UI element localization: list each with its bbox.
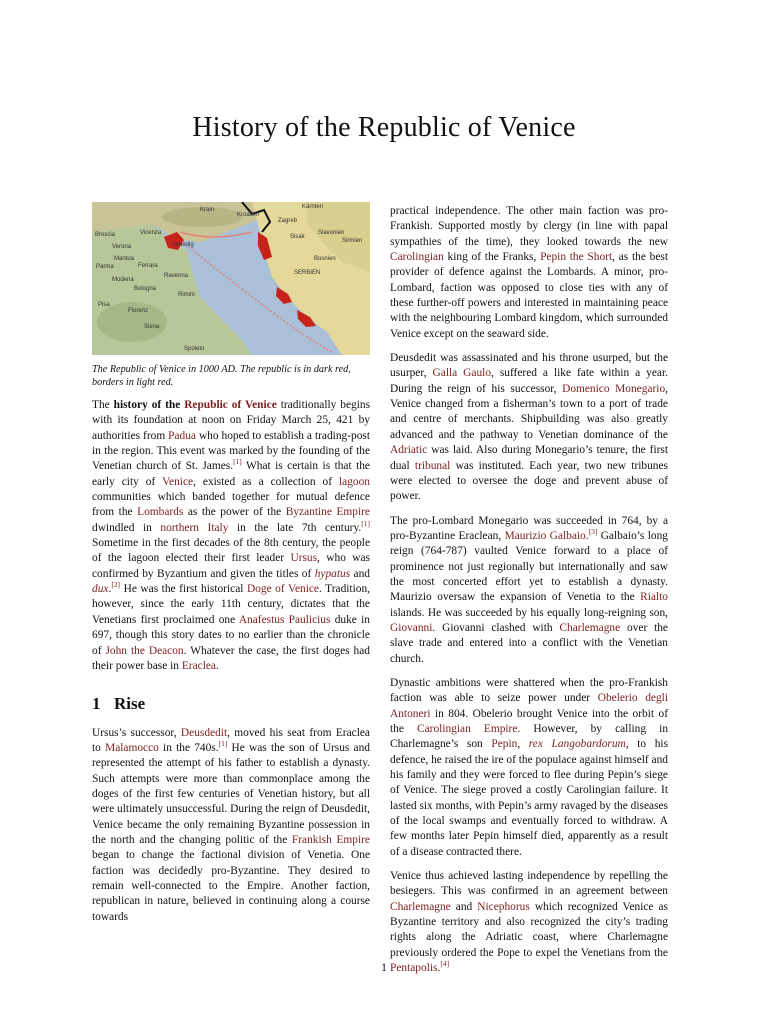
citation-link[interactable]: [4] bbox=[440, 959, 450, 969]
text-run: , moved his seat from Eraclea to bbox=[92, 726, 370, 754]
text-run: was instituted. Each year, two new tribunes were elected to oversee the doge and prevent abuse of power. bbox=[390, 459, 668, 503]
map-label: Bosnien bbox=[314, 256, 336, 262]
wiki-link[interactable]: rex Langobardorum bbox=[528, 738, 626, 751]
text-run: began to change the factional division of Venetia. One faction was decidedly pro-Byzantine. They desired to remain well-connected to the Empire. Another faction, republican in nature, believed in continuing along a course towards bbox=[92, 849, 370, 923]
wiki-link[interactable]: lagoon bbox=[338, 475, 370, 488]
text-run: . Tradition, however, since the early 11th century, dictates that the Venetians first proclaimed one bbox=[92, 583, 371, 626]
text-run: and bbox=[350, 567, 370, 580]
right-column bbox=[390, 204, 668, 986]
map-figure bbox=[92, 202, 370, 355]
text-run: Dynastic ambitions were shattered when the pro-Frankish faction was able to seize power under bbox=[390, 676, 668, 705]
map-label: Zagreb bbox=[278, 218, 298, 224]
text-run: in 804. Obelerio brought Venice into the orbit of the bbox=[390, 707, 668, 735]
map-label: Mantua bbox=[114, 256, 135, 262]
wiki-link[interactable]: Eraclea bbox=[181, 659, 216, 672]
wiki-link[interactable]: Maurizio Galbaio bbox=[504, 529, 586, 542]
map-label: Sirmien bbox=[342, 238, 363, 244]
section-title: Rise bbox=[114, 694, 146, 714]
text-run: Galbaio’s long reign (764-787) vaulted Venice forward to a place of prominence not just regionally but internationally and saw the most concerted effort yet to establish a dynasty. Maurizio oversaw the expansion of Venetia to the bbox=[390, 529, 668, 604]
wiki-link[interactable]: Adriatic bbox=[390, 444, 428, 457]
map-label: Kroatien bbox=[237, 212, 260, 218]
text-run: over the slave trade and entered into a conflict with the Venetian church. bbox=[390, 621, 668, 665]
map-label: Spoleto bbox=[184, 346, 205, 352]
text-run: , bbox=[517, 738, 529, 751]
text-run: dwindled in bbox=[92, 521, 161, 534]
bold-text: history of the bbox=[113, 399, 185, 411]
map-label: Siena bbox=[144, 324, 160, 330]
text-run: , to his defence, he raised the ire of the populace against himself and his family and they were forced to flee during Pepin’s siege of Venice. The siege proved a costly Carolingian failure. It lasted six months, with Pepin’s army ravaged by the diseases of the local swamps and eventually forced to withdraw. A few months later Pepin himself died, apparently as a result of a disease contracted there. bbox=[390, 738, 669, 858]
left-column bbox=[92, 202, 370, 934]
text-run: The bbox=[92, 399, 114, 411]
text-run: , suffered a like fate within a year. During the reign of his successor, bbox=[390, 367, 668, 395]
map-label: Rimini bbox=[178, 292, 195, 298]
wiki-link[interactable]: Venice bbox=[162, 475, 194, 488]
map-label: Brescia bbox=[95, 232, 116, 238]
section-heading bbox=[92, 694, 370, 714]
text-run: . Whatever the case, the first doges had their power base in bbox=[92, 644, 370, 672]
map-label: Sisak bbox=[290, 234, 305, 240]
text-run: in the late 7th century. bbox=[228, 521, 362, 534]
map-label: Parma bbox=[96, 264, 114, 270]
wiki-link[interactable]: dux bbox=[92, 583, 109, 596]
citation-link[interactable]: [2] bbox=[111, 580, 121, 590]
venice-map-image bbox=[92, 202, 370, 355]
text-run: What is certain is that the early city of bbox=[92, 460, 370, 488]
wiki-link[interactable]: Lombards bbox=[137, 506, 184, 519]
text-run: Sometime in the first decades of the 8th century, the people of the lagoon elected their first leader bbox=[92, 537, 370, 565]
text-run: The pro-Lombard Monegario was succeeded in 764, by a pro-Byzantine Eraclean, bbox=[390, 514, 668, 542]
wiki-link[interactable]: Pentapolis bbox=[390, 962, 438, 975]
text-run: king of the Franks, bbox=[443, 251, 541, 264]
wiki-link[interactable]: Republic of Venice bbox=[184, 399, 277, 411]
paragraph bbox=[390, 204, 668, 342]
wiki-link[interactable]: Charlemagne bbox=[559, 621, 621, 634]
map-label: Florenz bbox=[128, 308, 149, 314]
map-label: Kärnten bbox=[302, 204, 324, 210]
map-label: Verona bbox=[112, 244, 132, 250]
text-run: Venice thus achieved lasting independence by repelling the besiegers. This was confirmed in an agreement between bbox=[390, 870, 668, 898]
text-run: traditionally begins with its foundation at noon on Friday March 25, 421 by authorities from bbox=[92, 399, 371, 442]
citation-link[interactable]: [1] bbox=[233, 457, 242, 467]
wiki-link[interactable]: Frankish Empire bbox=[291, 833, 370, 846]
map-label: Slavonien bbox=[318, 230, 345, 236]
paragraph bbox=[390, 351, 668, 504]
map-label: Modena bbox=[112, 277, 134, 283]
paragraph bbox=[92, 398, 370, 674]
wiki-link[interactable]: hypatus bbox=[314, 567, 351, 580]
text-run: was laid. Also during Monegario’s tenure, the first dual bbox=[390, 444, 668, 472]
wiki-link[interactable]: Nicephorus bbox=[477, 900, 530, 913]
wiki-link[interactable]: Carolingian Empire bbox=[417, 723, 518, 735]
paragraph bbox=[92, 726, 370, 925]
text-run: duke in 697, though this story dates to no earlier than the chronicle of bbox=[92, 613, 371, 657]
text-run: . Giovanni clashed with bbox=[432, 621, 560, 634]
page-number: 1 bbox=[381, 960, 387, 974]
wiki-link[interactable]: Padua bbox=[168, 429, 196, 442]
figure-caption: The Republic of Venice in 1000 AD. The republic is in dark red, borders in light red. bbox=[92, 364, 351, 388]
text-run: Ursus’s successor, bbox=[92, 726, 181, 739]
text-run: . bbox=[437, 962, 441, 975]
wiki-link[interactable]: Ursus bbox=[290, 552, 318, 565]
wiki-link[interactable]: Pepin the Short bbox=[540, 251, 613, 264]
wiki-link[interactable]: John the Deacon bbox=[105, 644, 184, 657]
map-label: Vicenza bbox=[140, 230, 162, 236]
wiki-link[interactable]: tribunal bbox=[414, 459, 451, 472]
citation-link[interactable]: [3] bbox=[588, 527, 598, 537]
text-run: . However, by calling in Charlemagne’s son bbox=[390, 723, 669, 751]
wiki-link[interactable]: Malamocco bbox=[105, 741, 159, 754]
text-run: and bbox=[450, 900, 478, 913]
text-run: . bbox=[585, 529, 589, 542]
page-title: History of the Republic of Venice bbox=[192, 112, 576, 143]
map-label: SERBIEN bbox=[294, 270, 321, 276]
wiki-link[interactable]: Byzantine Empire bbox=[285, 506, 370, 519]
citation-link[interactable]: [1] bbox=[218, 739, 228, 749]
map-label: Krain bbox=[200, 207, 215, 213]
wiki-link[interactable]: Pepin bbox=[491, 738, 518, 751]
text-run: , Venice changed from a fisherman’s town to a port of trade and centre of merchants. Shipbuilding was also greatly advanced and the pathway to Venetian dominance of the bbox=[390, 382, 668, 441]
text-run: as the power of the bbox=[183, 506, 286, 519]
text-run: who hoped to establish a trading-post in the region. This event was marked by the founding of the Venetian church of St. James. bbox=[92, 429, 370, 473]
text-run: , existed as a collection of bbox=[193, 475, 339, 488]
map-label: Bologna bbox=[134, 286, 157, 292]
text-run: . bbox=[108, 583, 112, 596]
wiki-link[interactable]: Rialto bbox=[640, 591, 668, 604]
wiki-link[interactable]: Deusdedit bbox=[180, 726, 228, 739]
wiki-link[interactable]: Galla Gaulo bbox=[432, 367, 492, 380]
text-run: in the 740s. bbox=[158, 741, 219, 754]
text-run: Deusdedit was assassinated and his throne usurped, but the usurper, bbox=[390, 352, 668, 380]
text-run: He was the first historical bbox=[120, 583, 247, 596]
wiki-link[interactable]: Domenico Monegario bbox=[562, 382, 666, 395]
map-label: Venedig bbox=[172, 242, 194, 248]
text-run: islands. He was succeeded by his equally long-reigning son, bbox=[390, 606, 668, 619]
wiki-link[interactable]: Giovanni bbox=[390, 621, 433, 634]
citation-link[interactable]: [1] bbox=[361, 518, 370, 528]
paragraph bbox=[390, 676, 668, 860]
wiki-link[interactable]: Anafestus Paulicius bbox=[238, 613, 331, 626]
text-run: , who was confirmed by Byzantium and given the titles of bbox=[92, 552, 370, 580]
section-number: 1 bbox=[92, 694, 101, 714]
wiki-link[interactable]: northern Italy bbox=[160, 521, 229, 534]
text-run: practical independence. The other main faction was pro-Frankish. Supported mostly by clergy (in line with papal sympathies of the time), they looked towards the new bbox=[390, 205, 668, 248]
text-run: which recognized Venice as Byzantine territory and also recognized the city’s trading rights along the Adriatic coast, where Charlemagne previously ordered the Pope to expel the Venetians from the bbox=[390, 900, 668, 959]
wiki-link[interactable]: Obelerio degli Antoneri bbox=[390, 692, 668, 720]
wiki-link[interactable]: Carolingian bbox=[390, 251, 444, 264]
text-run: communities which banded together for mutual defence from the bbox=[92, 491, 370, 519]
wiki-link[interactable]: Doge of Venice bbox=[246, 583, 319, 596]
paragraph bbox=[390, 514, 668, 667]
map-label: Ferrara bbox=[138, 263, 158, 269]
map-label: Ravenna bbox=[164, 273, 189, 279]
text-run: He was the son of Ursus and represented the attempt of his father to establish a dynasty. Such attempts were more than commonplace among the doges of the first few centuries of Venetian history, but all were ultimately unsuccessful. During the reign of Deusdedit, Venice became the only remaining Byzantine possession in the north and the changing politic of the bbox=[92, 741, 370, 846]
text-run: . bbox=[215, 659, 219, 672]
map-label: Pisa bbox=[98, 302, 110, 308]
wiki-link[interactable]: Charlemagne bbox=[390, 900, 451, 913]
text-run: , as the best provider of defence against the Lombards. A minor, pro-Lombard, faction was opposed to close ties with any of these further-off powers and interested in maintaining peace with the neighbouring Lombard kingdom, which surrounded Venice except on the seaward side. bbox=[390, 251, 668, 340]
